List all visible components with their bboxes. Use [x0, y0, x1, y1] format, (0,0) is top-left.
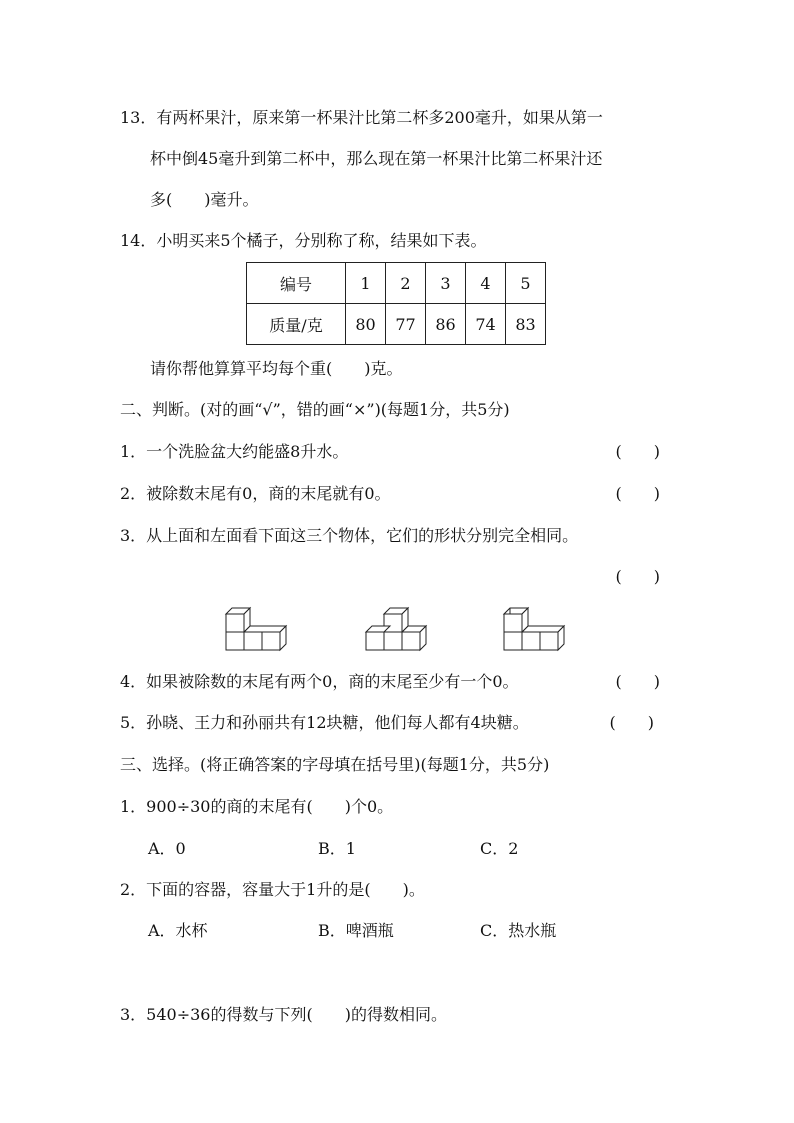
choice-q2: 2．下面的容器，容量大于1升的是( )。 [120, 880, 425, 899]
table-cell: 83 [506, 304, 546, 345]
table-header-number: 编号 [247, 263, 346, 304]
table-cell: 1 [346, 263, 386, 304]
table-header-weight: 质量/克 [247, 304, 346, 345]
choice-q2-option-c[interactable]: C．热水瓶 [480, 921, 557, 940]
table-row [247, 263, 546, 304]
cube-figure-2 [364, 600, 434, 654]
judge-item-5: 5．孙晓、王力和孙丽共有12块糖，他们每人都有4块糖。 [120, 713, 529, 732]
table-cell: 2 [386, 263, 426, 304]
judge-item-3: 3．从上面和左面看下面这三个物体，它们的形状分别完全相同。 [120, 526, 579, 545]
section3-title: 三、选择。(将正确答案的字母填在括号里)(每题1分，共5分) [120, 755, 550, 774]
answer-paren-4[interactable]: ( ) [615, 672, 660, 691]
answer-paren-3[interactable]: ( ) [615, 567, 660, 586]
q14-text: 14．小明买来5个橘子，分别称了称，结果如下表。 [120, 231, 487, 250]
choice-q2-option-a[interactable]: A．水杯 [148, 921, 208, 940]
section2-title: 二、判断。(对的画“√”，错的画“×”)(每题1分，共5分) [120, 400, 510, 419]
judge-item-2: 2．被除数末尾有0，商的末尾就有0。 [120, 484, 391, 503]
q14-ask: 请你帮他算算平均每个重( )克。 [150, 359, 403, 378]
table-cell: 77 [386, 304, 426, 345]
choice-q1: 1．900÷30的商的末尾有( )个0。 [120, 797, 394, 816]
q13-line-2: 杯中倒45毫升到第二杯中，那么现在第一杯果汁比第二杯果汁还 [150, 149, 603, 168]
q13-line-3: 多( )毫升。 [150, 190, 259, 209]
table-cell: 4 [466, 263, 506, 304]
q13-line-1: 13．有两杯果汁，原来第一杯果汁比第二杯多200毫升，如果从第一 [120, 108, 603, 127]
table-cell: 5 [506, 263, 546, 304]
choice-q1-option-a[interactable]: A．0 [148, 839, 186, 858]
table-cell: 86 [426, 304, 466, 345]
cube-figure-1 [224, 600, 294, 654]
table-cell: 3 [426, 263, 466, 304]
orange-weight-table [246, 262, 546, 345]
table-row [247, 304, 546, 345]
table-cell: 80 [346, 304, 386, 345]
cube-figure-3 [502, 600, 572, 654]
judge-item-4: 4．如果被除数的末尾有两个0，商的末尾至少有一个0。 [120, 672, 519, 691]
choice-q1-option-c[interactable]: C．2 [480, 839, 519, 858]
answer-paren-2[interactable]: ( ) [615, 484, 660, 503]
choice-q1-option-b[interactable]: B．1 [318, 839, 356, 858]
answer-paren-1[interactable]: ( ) [615, 442, 660, 461]
choice-q2-option-b[interactable]: B．啤酒瓶 [318, 921, 394, 940]
judge-item-1: 1．一个洗脸盆大约能盛8升水。 [120, 442, 349, 461]
answer-paren-5[interactable]: ( ) [609, 713, 654, 732]
choice-q3: 3．540÷36的得数与下列( )的得数相同。 [120, 1005, 447, 1024]
table-cell: 74 [466, 304, 506, 345]
